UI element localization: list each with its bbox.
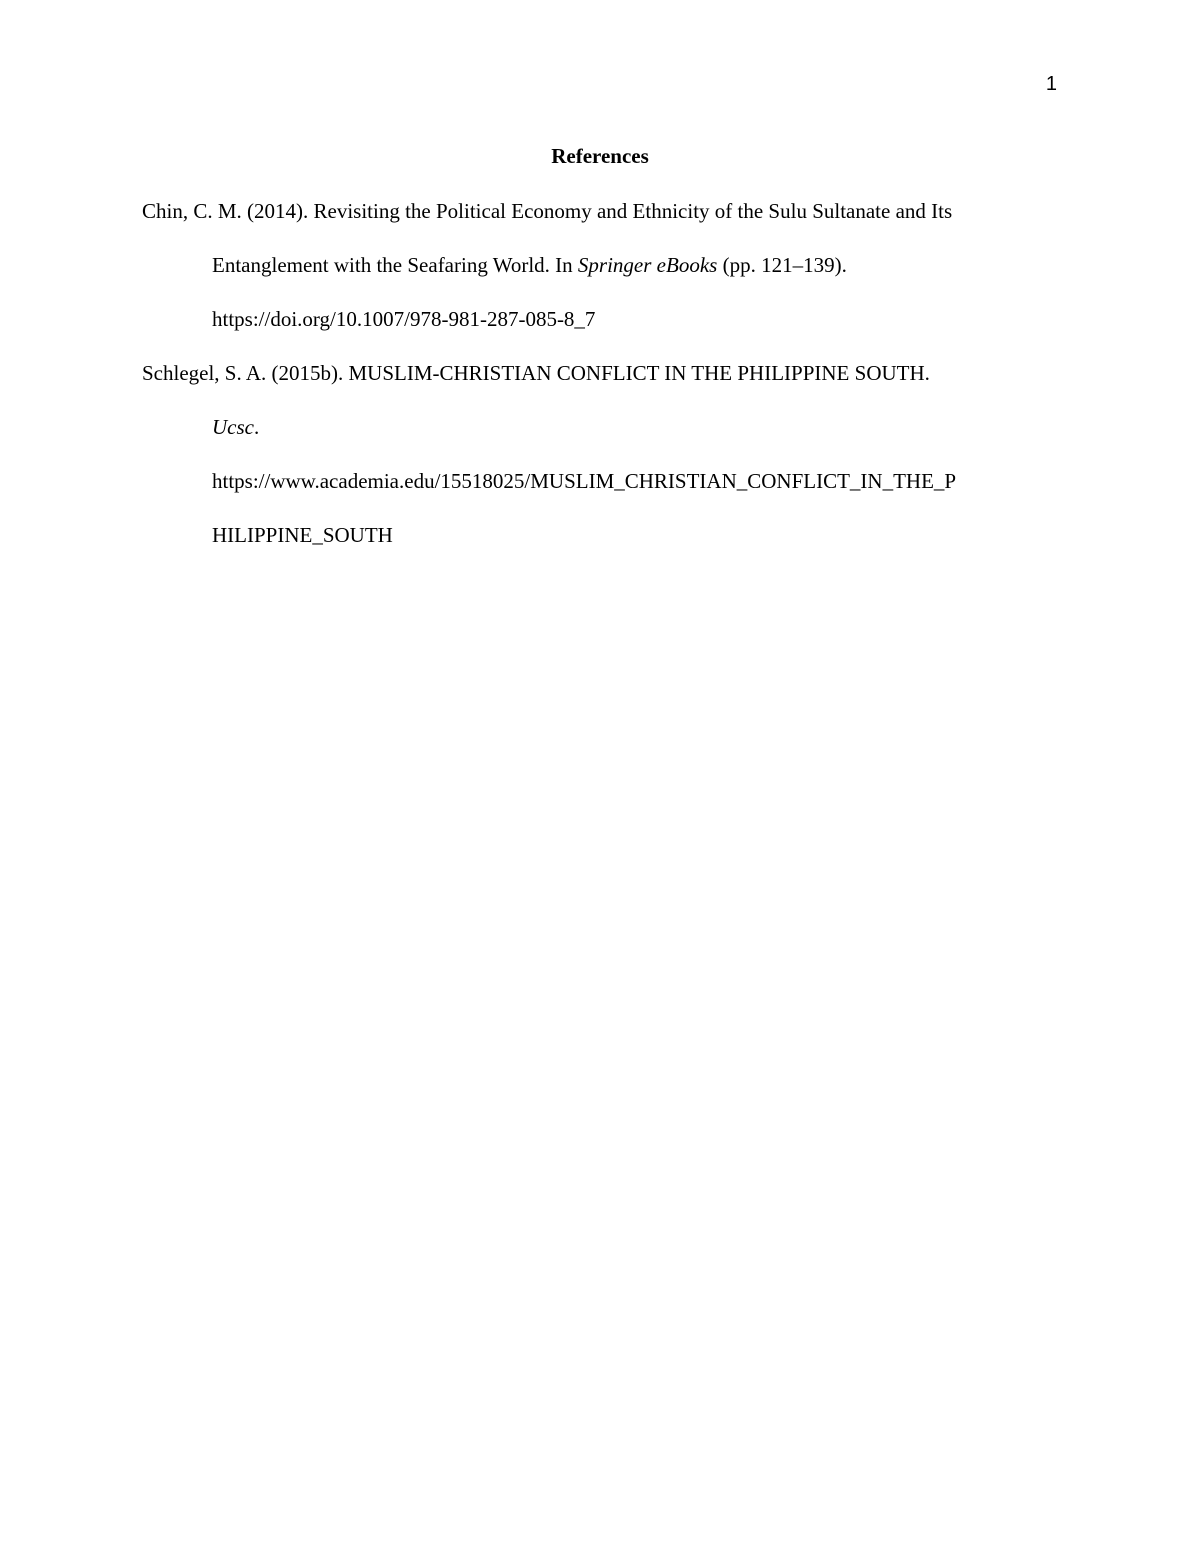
- url-link[interactable]: https://www.academia.edu/15518025/MUSLIM_CHRISTIAN_CONFLICT_IN_THE_P: [212, 469, 957, 493]
- reference-line: Chin, C. M. (2014). Revisiting the Political Economy and Ethnicity of the Sulu Sultanate and Its: [142, 199, 953, 223]
- reference-entry-chin: [142, 184, 1072, 346]
- doi-link[interactable]: https://doi.org/10.1007/978-981-287-085-8_7: [212, 307, 596, 331]
- url-link-continuation[interactable]: HILIPPINE_SOUTH: [212, 523, 393, 547]
- reference-text: (pp. 121–139).: [717, 253, 847, 277]
- source-title: Ucsc: [212, 415, 254, 439]
- page-number: 1: [1045, 73, 1057, 95]
- reference-entry-schlegel: [142, 346, 1072, 562]
- reference-line: Schlegel, S. A. (2015b). MUSLIM-CHRISTIAN CONFLICT IN THE PHILIPPINE SOUTH.: [142, 361, 930, 385]
- reference-line: [142, 400, 1072, 454]
- source-title: Springer eBooks: [577, 253, 718, 277]
- page-title: References: [551, 144, 649, 168]
- reference-line: [142, 238, 1072, 292]
- reference-text: .: [253, 415, 260, 439]
- reference-text: Entanglement with the Seafaring World. In: [212, 253, 578, 277]
